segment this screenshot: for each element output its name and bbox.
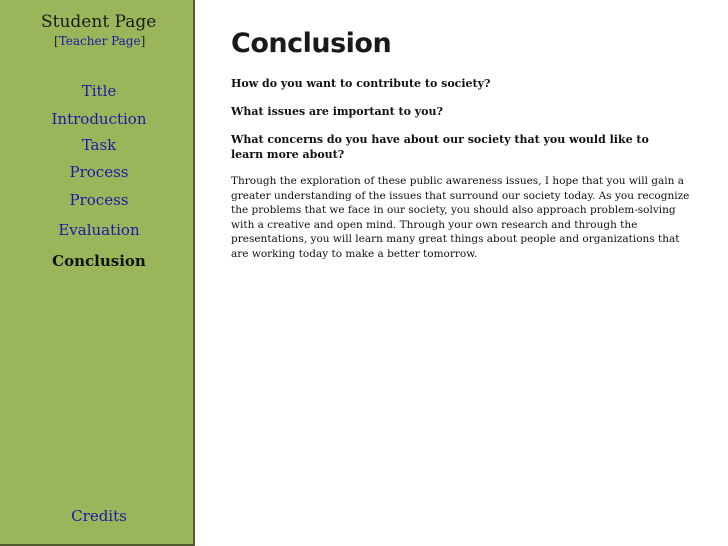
teacher-bracket-close: ] bbox=[140, 34, 146, 48]
question-issues: What issues are important to you? bbox=[231, 105, 443, 118]
nav-conclusion-current[interactable]: Conclusion bbox=[52, 252, 146, 270]
teacher-page-link[interactable]: Teacher Page bbox=[58, 34, 141, 48]
nav-title-link[interactable]: Title bbox=[81, 82, 117, 100]
nav-process-link-2[interactable]: Process bbox=[69, 191, 129, 209]
conclusion-paragraph: Through the exploration of these public awareness issues, I hope that you will gain a greater understanding of the issues that surround our society today. As you recognize the problems that we face in our society, you should also approach problem-solving with a creative and open mind. Through your own research and through the presentations, you will learn many great things about people and organizations that are working today to make a better tomorrow. bbox=[231, 175, 690, 260]
teacher-bracket-open: [ bbox=[54, 34, 59, 48]
student-page-title: Student Page bbox=[41, 12, 157, 32]
page-heading: Conclusion bbox=[231, 28, 392, 59]
nav-evaluation-link[interactable]: Evaluation bbox=[58, 221, 140, 239]
sidebar bbox=[0, 0, 195, 546]
nav-credits-link[interactable]: Credits bbox=[71, 507, 127, 525]
nav-process-link-1[interactable]: Process bbox=[69, 163, 129, 181]
question-contribute: How do you want to contribute to society? bbox=[231, 77, 491, 90]
question-concerns: What concerns do you have about our society that you would like to learn more about? bbox=[231, 133, 649, 161]
teacher-page-line bbox=[54, 34, 145, 48]
nav-task-link[interactable]: Task bbox=[81, 136, 117, 154]
nav-introduction-link[interactable]: Introduction bbox=[51, 110, 147, 128]
